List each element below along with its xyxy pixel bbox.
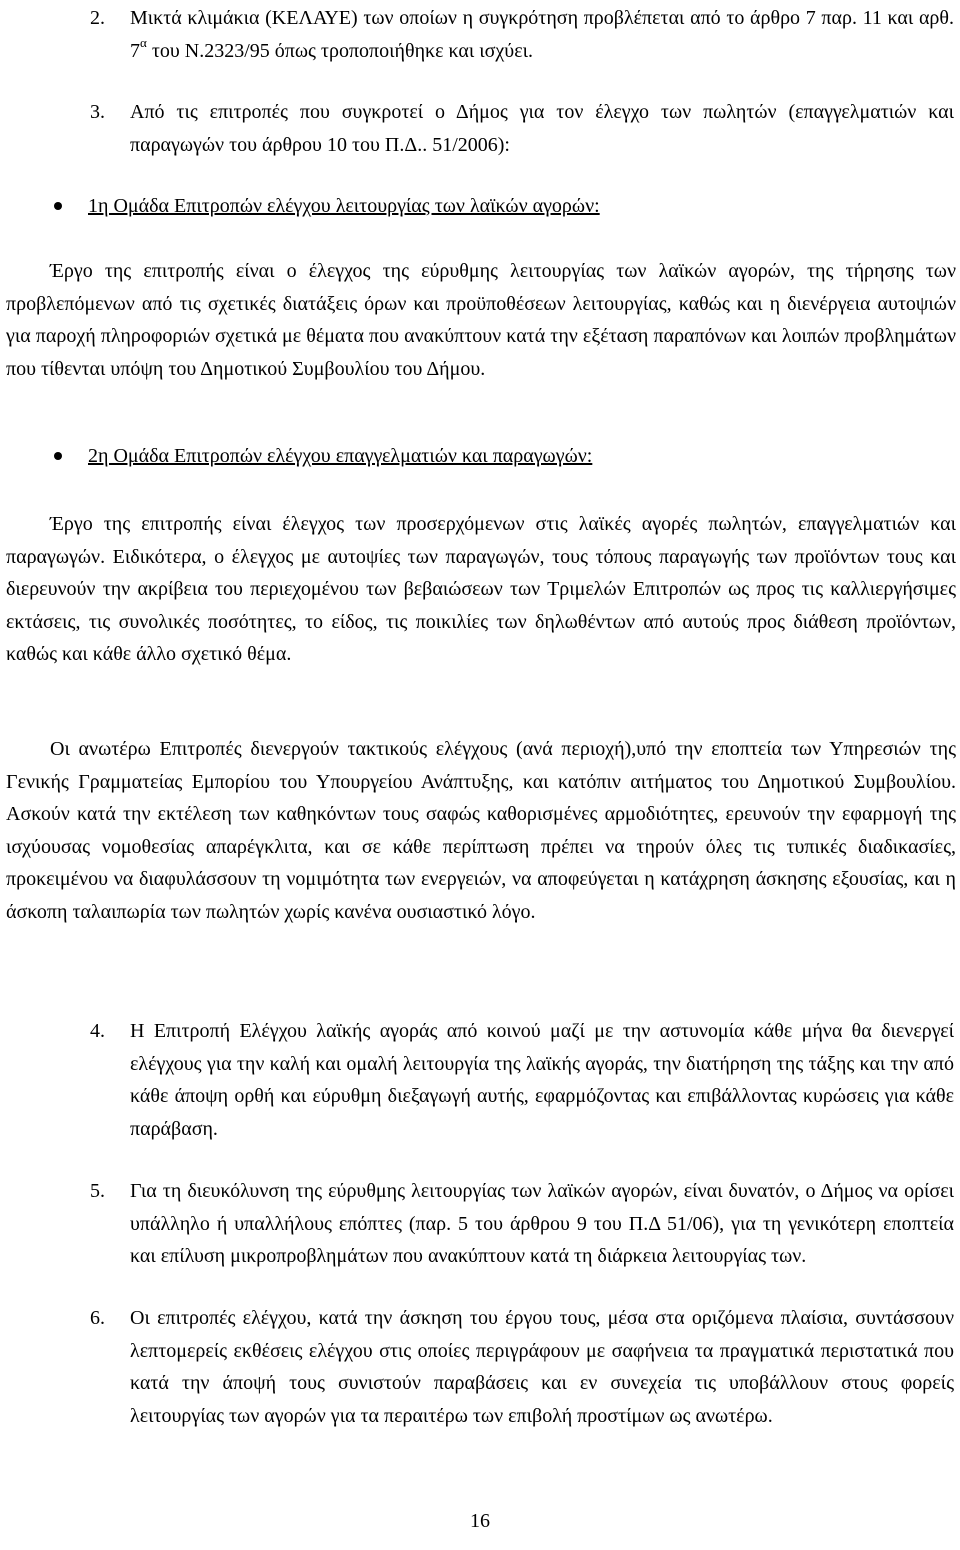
bullet-icon (54, 202, 62, 210)
group-1-heading-text: 1η Ομάδα Επιτροπών ελέγχου λειτουργίας των λαϊκών αγορών: (88, 195, 600, 217)
bullet-icon (54, 452, 62, 460)
group-2-heading (0, 440, 956, 473)
group-2-paragraph-2: Οι ανωτέρω Επιτροπές διενεργούν τακτικούς ελέγχους (ανά περιοχή),υπό την εποπτεία των Υπηρεσιών της Γενικής Γραμματείας Εμπορίου του Υπουργείου Ανάπτυξης, και κατόπιν αιτήματος του Δημοτικού Συμβουλίου. Ασκούν κατά την εκτέλεση των καθηκόντων τους σαφώς καθορισμένες αρμοδιότητες, ερευνούν την εφαρμογή της ισχύουσας νομοθεσίας απαρέγκλιτα, και σε κάθε περίπτωση πρέπει να τηρούν όλες τις τυπικές διαδικασίες, προκειμένου να διαφυλάσσουν τη νομιμότητα των ενεργειών, να αποφεύγεται η κατάχρηση άσκησης εξουσίας, και η άσκοπη ταλαιπωρία των πωλητών χωρίς κανένα ουσιαστικό λόγο. (6, 738, 956, 923)
list-item-4 (0, 1015, 956, 1145)
superscript: α (140, 34, 147, 50)
list-number: 2. (90, 7, 105, 29)
list-item-6 (0, 1302, 956, 1432)
group-1-heading (0, 190, 956, 223)
group-1-paragraph: Έργο της επιτροπής είναι ο έλεγχος της εύρυθμης λειτουργίας των λαϊκών αγορών, της τήρησης των προβλεπόμενων από τις σχετικές διατάξεις όρων και προϋποθέσεων λειτουργίας, καθώς και η διενέργεια αυτοψιών για παροχή πληροφοριών σχετικά με θέματα που ανακύπτουν κατά την εξέταση παραπόνων και λοιπών προβλημάτων που τίθενται υπόψη του Δημοτικού Συμβουλίου του Δήμου. (6, 260, 956, 380)
list-item-text: Οι επιτροπές ελέγχου, κατά την άσκηση του έργου τους, μέσα στα οριζόμενα πλαίσια, συντάσσουν λεπτομερείς εκθέσεις ελέγχου στις οποίες περιγράφουν με σαφήνεια τα πραγματικά περιστατικά που κατά την άποψή τους συνιστούν παραβάσεις και εν συνεχεία τις υποβάλλουν στους φορείς λειτουργίας των αγορών για τα περαιτέρω των επιβολή προστίμων ως ανωτέρω. (130, 1307, 954, 1427)
list-number: 6. (90, 1307, 105, 1329)
list-item-3 (0, 96, 956, 161)
list-item-text: Μικτά κλιμάκια (ΚΕΛΑΥΕ) των οποίων η συγκρότηση προβλέπεται από το άρθρο 7 παρ. 11 και αρθ. $7^\alpha$ του Ν.2323/95 όπως τροποποιήθηκε και ισχύει. (130, 7, 954, 62)
list-item-text: Για τη διευκόλυνση της εύρυθμης λειτουργίας των λαϊκών αγορών, είναι δυνατόν, ο Δήμος να ορίσει υπάλληλο ή υπαλλήλους επόπτες (παρ. 5 του άρθρου 9 του Π.Δ 51/06), για τη γενικότερη εποπτεία και επίλυση μικροπροβλημάτων που ανακύπτουν κατά τη διάρκεια λειτουργίας των. (130, 1180, 954, 1267)
list-item-5 (0, 1175, 956, 1273)
group-2-paragraph: Έργο της επιτροπής είναι έλεγχος των προσερχόμενων στις λαϊκές αγορές πωλητών, επαγγελματιών και παραγωγών. Ειδικότερα, ο έλεγχος με αυτοψίες των παραγωγών, τους τόπους παραγωγής των προϊόντων τους και διερευνούν την ακρίβεια του περιεχομένου των βεβαιώσεων των Τριμελών Επιτροπών ως προς τις καλλιεργήσιμες εκτάσεις, τις συνολικές ποσότητες, το είδος, τις ποικιλίες των δηλωθέντων από αυτούς προς διάθεση προϊόντων, καθώς και κάθε άλλο σχετικό θέμα. (6, 513, 956, 665)
list-item-2 (0, 2, 956, 67)
list-number: 4. (90, 1020, 105, 1042)
list-item-text: Από τις επιτροπές που συγκροτεί ο Δήμος για τον έλεγχο των πωλητών (επαγγελματιών και παραγωγών του άρθρου 10 του Π.Δ.. 51/2006): (130, 101, 954, 156)
group-2-heading-text: 2η Ομάδα Επιτροπών ελέγχου επαγγελματιών και παραγωγών: (88, 445, 593, 467)
list-number: 3. (90, 101, 105, 123)
list-item-text: Η Επιτροπή Ελέγχου λαϊκής αγοράς από κοινού μαζί με την αστυνομία κάθε μήνα θα διενεργεί ελέγχους για την καλή και ομαλή λειτουργία της λαϊκής αγοράς, την διατήρηση της τάξης και την από κάθε άποψη ορθή και εύρυθμη διεξαγωγή αυτής, εφαρμόζοντας και επιβάλλοντας κυρώσεις για κάθε παράβαση. (130, 1020, 954, 1140)
page-number: 16 (470, 1510, 490, 1532)
list-number: 5. (90, 1180, 105, 1202)
